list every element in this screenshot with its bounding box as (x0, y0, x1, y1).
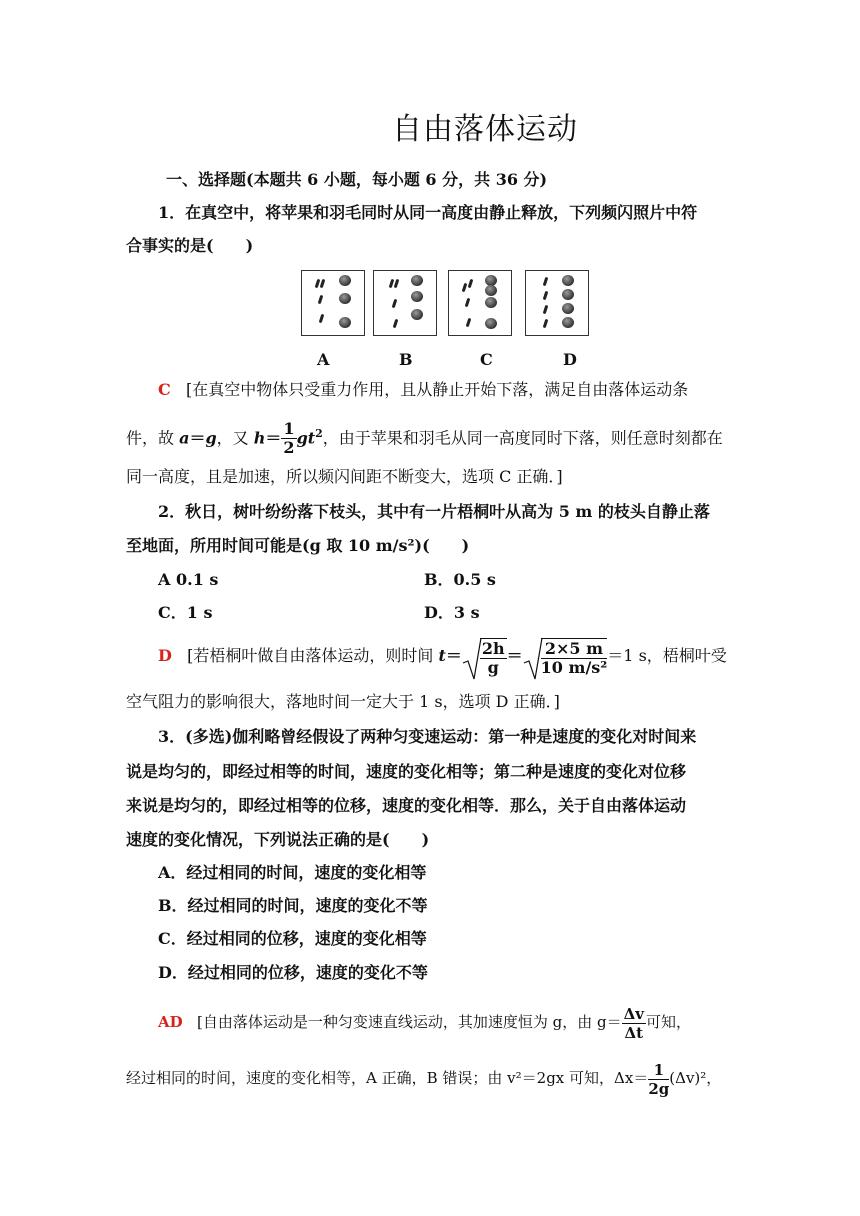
q2-explanation-line1 (158, 636, 727, 677)
photo-label-a: A (317, 350, 330, 369)
photo-label-d: D (563, 350, 577, 369)
fraction-denominator: g (487, 657, 499, 677)
q2-text-line2: 至地面，所用时间可能是(g 取 10 m/s²)( ) (126, 536, 470, 555)
q2-sqrt-2 (523, 637, 608, 677)
q1-var-h: h (253, 428, 266, 448)
fraction-numerator: 2h (481, 638, 505, 658)
q3-option-a: A．经过相同的时间，速度的变化相等 (158, 863, 427, 882)
fraction-numerator: Δv (623, 1004, 644, 1023)
q3-answer: AD (158, 1013, 183, 1031)
feather-icon (392, 299, 398, 308)
q2-option-b: B．0.5 s (424, 570, 496, 589)
q2-answer: D (158, 646, 172, 665)
fraction-denominator: 2g (648, 1079, 670, 1098)
q1-answer: C (158, 380, 171, 399)
q2-text-line1: 2．秋日，树叶纷纷落下枝头，其中有一片梧桐叶从高为 5 m 的枝头自静止落 (158, 502, 710, 521)
apple-icon (562, 303, 574, 314)
apple-icon (562, 289, 574, 300)
apple-icon (411, 275, 423, 286)
q3-fraction-2 (648, 1061, 669, 1098)
q1-exp-eq: ＝ (265, 428, 282, 448)
photo-a (301, 270, 365, 336)
q3-option-d: D．经过相同的位移，速度的变化不等 (158, 963, 428, 982)
apple-icon (339, 317, 351, 328)
q1-exponent: 2 (315, 427, 323, 440)
apple-icon (339, 275, 351, 286)
feather-icon (318, 295, 324, 304)
section-heading (166, 170, 547, 190)
q2-exp-text: [若梧桐叶做自由落体运动，则时间 (187, 646, 439, 665)
apple-icon (339, 293, 351, 304)
apple-icon (485, 297, 497, 308)
q3-text-line2: 说是均匀的，即经过相等的时间，速度的变化相等；第二种是速度的变化对位移 (126, 762, 687, 781)
photo-label-b: B (399, 350, 413, 369)
apple-icon (411, 309, 423, 320)
feather-icon (465, 298, 471, 307)
apple-icon (485, 318, 497, 329)
q1-text-line2: 合事实的是( ) (126, 236, 254, 255)
q1-var-gt: gt (296, 428, 316, 448)
q2-option-d: D．3 s (424, 603, 480, 622)
fraction-numerator: 2×5 m (541, 640, 608, 659)
q3-fraction-1 (622, 1005, 646, 1042)
feather-icon (468, 279, 474, 288)
page-title: 自由落体运动 (392, 112, 578, 147)
q3-text-line1: 3．(多选)伽利略曾经假设了两种匀变速运动：第一种是速度的变化对时间来 (158, 727, 697, 746)
feather-icon (393, 319, 399, 328)
photo-d (525, 270, 589, 336)
q3-exp-text: [自由落体运动是一种匀变速直线运动，其加速度恒为 g，由 g＝ (196, 1013, 622, 1031)
q2-sqrt2-fraction (541, 638, 608, 677)
feather-icon (319, 314, 325, 323)
photo-c (448, 270, 512, 336)
q2-option-a: A 0.1 s (158, 570, 219, 589)
q2-exp-text: ＝1 s，梧桐叶受 (607, 646, 727, 665)
q3-exp-text: 经过相同的时间，速度的变化相等，A 正确，B 错误；由 v²＝2gx 可知，Δx＝ (126, 1069, 649, 1087)
fraction-denominator: 10 m/s² (540, 657, 608, 677)
apple-icon (411, 291, 423, 302)
q2-var-t: t (438, 646, 446, 665)
q1-var-a: a (179, 428, 190, 448)
feather-icon (543, 319, 549, 328)
q2-explanation-line2: 空气阻力的影响很大，落地时间一定大于 1 s，选项 D 正确．] (126, 692, 560, 711)
q2-sqrt-1 (462, 637, 507, 677)
q3-exp-text: (Δv)²， (669, 1069, 722, 1087)
fraction-denominator: 2 (283, 438, 295, 458)
q3-text-line3: 来说是均匀的，即经过相等的位移，速度的变化相等．那么，关于自由落体运动 (126, 796, 687, 815)
q2-exp-eq: ＝ (445, 646, 462, 665)
feather-icon (543, 291, 549, 300)
q1-exp-text: ，由于苹果和羽毛从同一高度同时下落，则任意时刻都在 (322, 428, 723, 448)
feather-icon (462, 283, 468, 292)
q3-exp-text: 可知， (645, 1013, 691, 1031)
fraction-numerator: 1 (283, 419, 295, 439)
q3-text-line4: 速度的变化情况，下列说法正确的是( ) (126, 830, 430, 849)
radical-icon (462, 637, 482, 681)
q2-sqrt1-fraction (480, 638, 507, 677)
fraction-numerator: 1 (648, 1061, 669, 1080)
photo-label-c: C (480, 350, 493, 369)
photo-b (373, 270, 437, 336)
q3-explanation-line1 (158, 1002, 691, 1042)
feather-icon (394, 279, 400, 288)
radical-icon (523, 637, 543, 681)
section-heading-prefix: 一、选择题 (166, 170, 247, 189)
feather-icon (543, 277, 549, 286)
feather-icon (320, 279, 326, 288)
q3-option-b: B．经过相同的时间，速度的变化不等 (158, 896, 428, 915)
apple-icon (562, 275, 574, 286)
q1-text-line1: 1．在真空中，将苹果和羽毛同时从同一高度由静止释放，下列频闪照片中符 (158, 203, 698, 222)
q2-option-c: C．1 s (158, 603, 213, 622)
fraction-denominator: Δt (624, 1023, 644, 1042)
q1-exp-text: ，又 (216, 428, 254, 448)
q1-explanation-line2 (126, 416, 723, 457)
apple-icon (562, 317, 574, 328)
q3-explanation-line2 (126, 1058, 721, 1098)
q1-exp-text1: [在真空中物体只受重力作用，且从静止开始下落，满足自由落体运动条 (186, 380, 689, 399)
feather-icon (466, 318, 472, 327)
q1-var-g: g (205, 428, 217, 448)
q1-fraction (281, 420, 296, 457)
q1-explanation-line1 (158, 380, 688, 400)
apple-icon (485, 285, 497, 296)
q1-exp-text: 件，故 (126, 428, 180, 448)
q1-explanation-line3: 同一高度，且是加速，所以频闪间距不断变大，选项 C 正确．] (126, 467, 563, 486)
q2-exp-eq: ＝ (506, 646, 523, 665)
q1-exp-eq: ＝ (189, 428, 206, 448)
section-heading-note: (本题共 6 小题，每小题 6 分，共 36 分) (246, 170, 548, 189)
q3-option-c: C．经过相同的位移，速度的变化相等 (158, 929, 427, 948)
feather-icon (543, 305, 549, 314)
